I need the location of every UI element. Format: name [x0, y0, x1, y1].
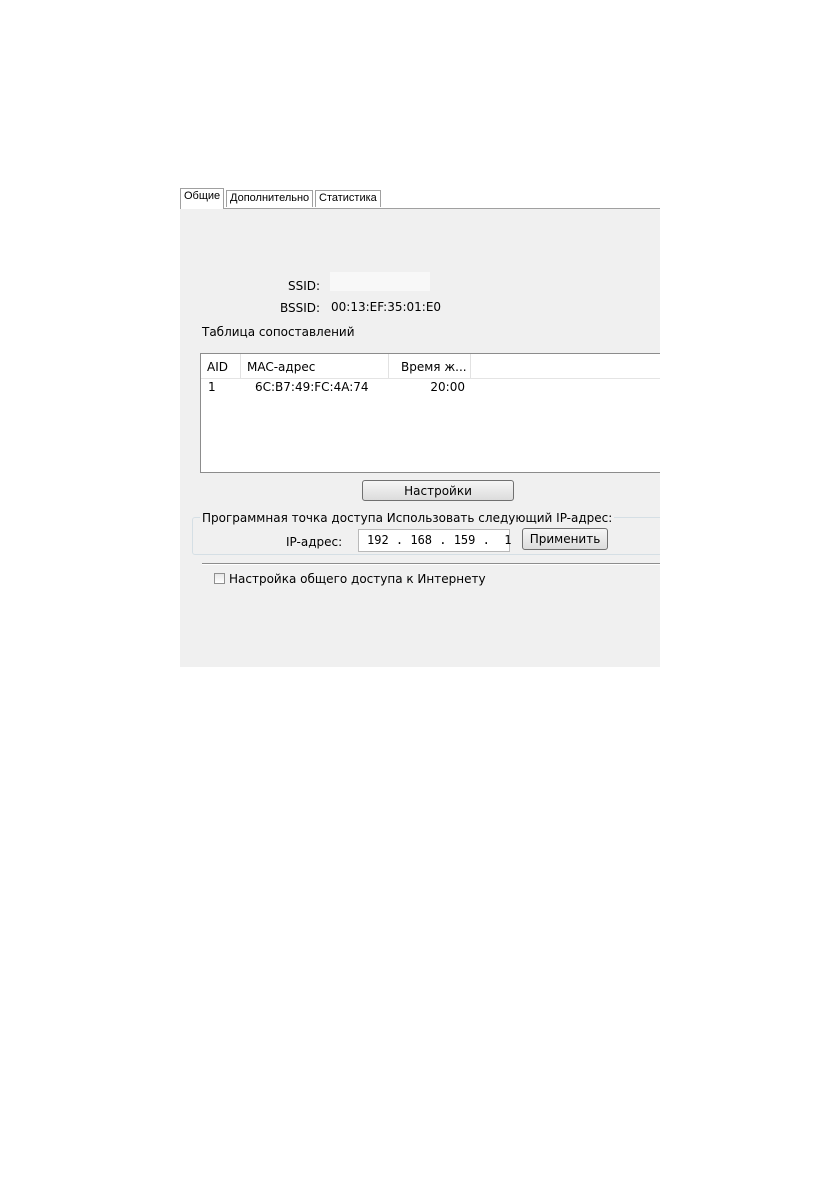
- column-header-mac[interactable]: MAC-адрес: [241, 354, 389, 378]
- tab-general[interactable]: Общие: [180, 188, 224, 209]
- association-table-title: Таблица сопоставлений: [202, 325, 355, 339]
- ip-address-label: IP-адрес:: [286, 535, 343, 549]
- cell-aid: 1: [208, 380, 216, 394]
- ics-label[interactable]: Настройка общего доступа к Интернету: [229, 572, 486, 586]
- settings-button[interactable]: Настройки: [362, 480, 514, 501]
- ics-checkbox[interactable]: [214, 573, 225, 584]
- column-header-time[interactable]: Время ж...: [389, 354, 471, 378]
- column-header-aid[interactable]: AID: [201, 354, 241, 378]
- cell-time: 20:00: [430, 380, 465, 394]
- ssid-label: SSID:: [288, 279, 321, 293]
- cell-mac: 6C:B7:49:FC:4A:74: [255, 380, 369, 394]
- tab-statistics[interactable]: Статистика: [315, 190, 381, 207]
- tab-advanced[interactable]: Дополнительно: [226, 190, 313, 207]
- tab-strip: [180, 188, 660, 209]
- association-table[interactable]: [200, 353, 660, 473]
- bssid-label: BSSID:: [280, 301, 321, 315]
- separator: [202, 563, 660, 565]
- apply-button[interactable]: Применить: [522, 528, 608, 550]
- wireless-properties-panel: [180, 188, 660, 667]
- table-header: [201, 354, 660, 379]
- table-row[interactable]: [201, 378, 660, 396]
- ip-address-input[interactable]: 192 . 168 . 159 . 1: [358, 529, 510, 552]
- bssid-value: 00:13:EF:35:01:E0: [331, 300, 442, 314]
- ssid-value: [330, 272, 430, 291]
- softap-group-label: Программная точка доступа Использовать следующий IP-адрес:: [202, 511, 613, 525]
